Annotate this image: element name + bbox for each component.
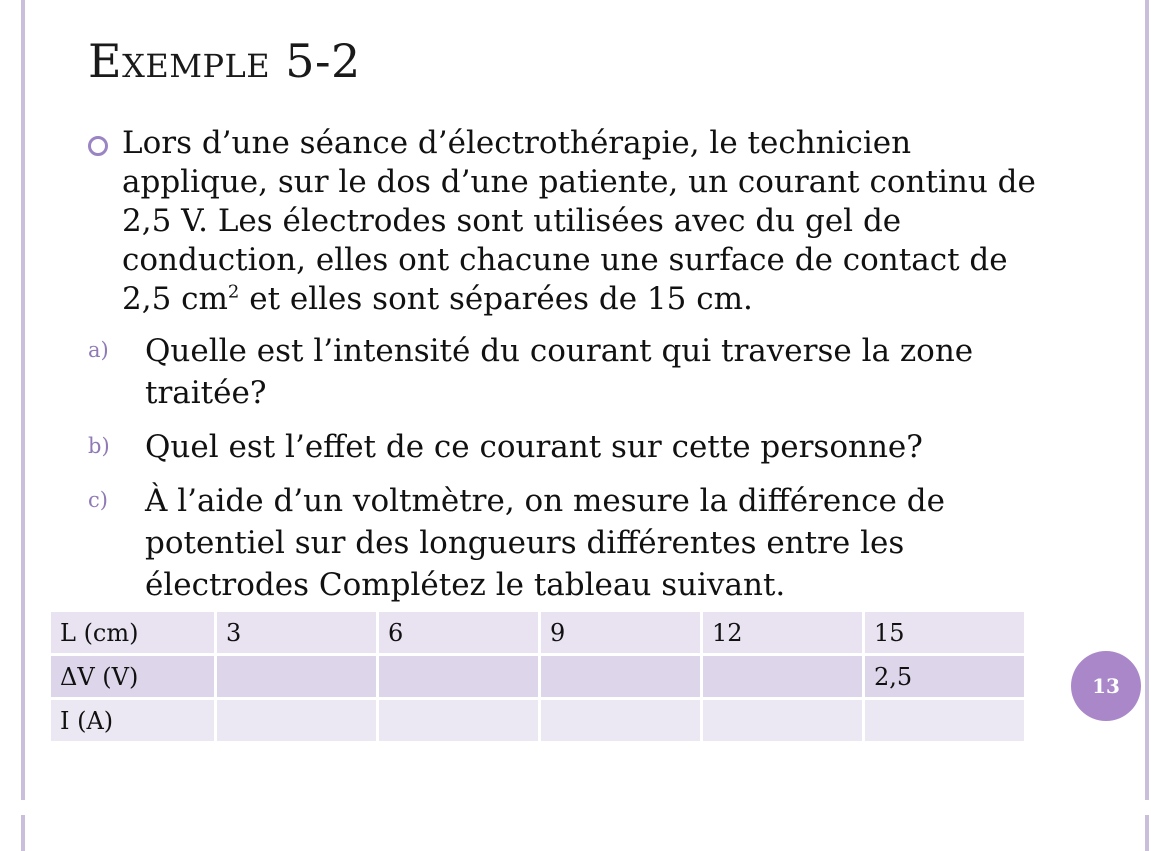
table-cell: 6	[379, 612, 538, 653]
question-item-a	[88, 330, 1088, 414]
right-border-rail-lower	[1145, 815, 1149, 851]
row-label: L (cm)	[51, 612, 214, 653]
right-border-rail	[1145, 0, 1149, 800]
question-marker: b)	[88, 434, 110, 458]
table-row-current	[51, 700, 1024, 741]
intro-text-end: et elles sont séparées de 15 cm.	[239, 281, 753, 317]
table-row-voltage	[51, 656, 1024, 697]
left-border-rail	[21, 0, 25, 800]
intro-text-main: Lors d’une séance d’électrothérapie, le technicien applique, sur le dos d’une patiente, un courant continu de 2,5 V. Les électrodes sont utilisées avec du gel de conduction, elles ont chacune une surface de contact de 2,5 cm	[122, 125, 1036, 317]
table-cell: 9	[541, 612, 700, 653]
circle-bullet-icon	[88, 136, 108, 156]
table-cell	[703, 656, 862, 697]
table-cell: 12	[703, 612, 862, 653]
question-marker: a)	[88, 338, 109, 362]
question-item-c	[88, 480, 1088, 606]
table-cell	[217, 700, 376, 741]
intro-text	[122, 124, 1062, 319]
question-text: Quelle est l’intensité du courant qui traverse la zone traitée?	[145, 333, 974, 411]
table-cell: 2,5	[865, 656, 1024, 697]
question-text: Quel est l’effet de ce courant sur cette personne?	[145, 429, 923, 465]
table-cell	[703, 700, 862, 741]
slide-title: Exemple 5-2	[88, 34, 361, 88]
table-cell: 15	[865, 612, 1024, 653]
table-cell	[541, 700, 700, 741]
row-label: I (A)	[51, 700, 214, 741]
question-marker: c)	[88, 488, 108, 512]
table-cell: 3	[217, 612, 376, 653]
left-border-rail-lower	[21, 815, 25, 851]
question-item-b	[88, 426, 1088, 468]
table-cell	[865, 700, 1024, 741]
page-number-badge: 13	[1071, 651, 1141, 721]
question-list	[88, 330, 1088, 618]
table-cell	[541, 656, 700, 697]
row-label: ΔV (V)	[51, 656, 214, 697]
measurement-table	[48, 609, 1027, 744]
table-cell	[217, 656, 376, 697]
superscript-two: 2	[227, 281, 240, 303]
table-row-length	[51, 612, 1024, 653]
table-cell	[379, 700, 538, 741]
table-cell	[379, 656, 538, 697]
intro-paragraph	[88, 124, 1088, 319]
question-text: À l’aide d’un voltmètre, on mesure la différence de potentiel sur des longueurs différentes entre les électrodes Complétez le tableau suivant.	[145, 483, 945, 603]
